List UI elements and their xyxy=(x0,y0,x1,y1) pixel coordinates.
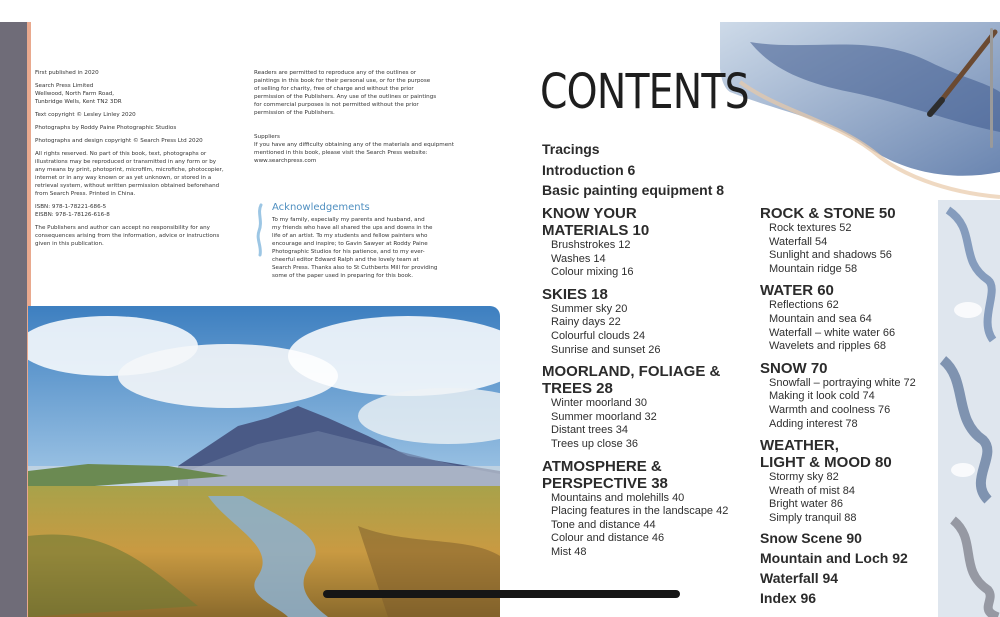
toc-entry[interactable]: Rock textures 52 xyxy=(769,222,852,234)
toc-entry[interactable]: Distant trees 34 xyxy=(551,424,629,437)
toc-entry[interactable]: Waterfall 54 xyxy=(769,235,828,248)
toc-section-heading[interactable]: ATMOSPHERE & PERSPECTIVE 38 xyxy=(542,457,668,492)
toc-entry-introduction[interactable]: Introduction 6 xyxy=(542,162,636,178)
toc-entry[interactable]: Mountain ridge 58 xyxy=(769,262,858,275)
toc-section xyxy=(760,282,938,353)
toc-section xyxy=(760,437,938,525)
toc-section-heading[interactable]: SNOW 70 xyxy=(760,359,828,377)
acknowledgements-text: To my family, especially my parents and husband, and my friends who have all shared the ups and downs in the life of an artist. To my students and fellow painters who encourage and inspire; to Gavin Sawyer at Roddy Paine Photographic Studios for his patience, and to my ever- cheerful editor Edward Ralph and the lovely team at Search Press. Thanks also to St Cuthberts Mill for providing some of the paper used in preparing for this book. xyxy=(272,217,438,279)
brushstroke-icon xyxy=(255,203,265,283)
watercolour-rock-illustration xyxy=(720,22,1000,207)
toc-left-column xyxy=(542,205,742,560)
colophon-paragraph: Text copyright © Lesley Linley 2020 xyxy=(35,112,136,118)
scrollbar-thumb[interactable] xyxy=(990,28,993,148)
toc-entry[interactable]: Colour mixing 16 xyxy=(551,266,634,279)
toc-entry[interactable]: Summer sky 20 xyxy=(551,302,628,315)
toc-section-heading[interactable]: MOORLAND, FOLIAGE & TREES 28 xyxy=(542,363,721,398)
colophon-text xyxy=(35,69,250,253)
toc-entry[interactable]: Reflections 62 xyxy=(769,299,839,312)
toc-entry[interactable]: Waterfall – white water 66 xyxy=(769,326,896,339)
landscape-painting xyxy=(28,306,500,617)
toc-section xyxy=(542,363,742,451)
toc-entry[interactable]: Simply tranquil 88 xyxy=(769,511,857,524)
toc-section xyxy=(542,458,742,560)
toc-entry[interactable]: Winter moorland 30 xyxy=(551,397,647,410)
toc-entry[interactable]: Wreath of mist 84 xyxy=(769,484,855,497)
toc-entry[interactable]: Rainy days 22 xyxy=(551,316,621,329)
toc-section xyxy=(542,205,742,280)
book-spine-edge xyxy=(0,22,28,617)
suppliers-paragraph: Suppliers If you have any difficulty obtaining any of the materials and equipment mentioned in this book, please visit the Search Press website: www.searchpress.com xyxy=(254,134,454,164)
toc-entry[interactable]: Adding interest 78 xyxy=(769,417,858,430)
toc-entry-equipment[interactable]: Basic painting equipment 8 xyxy=(542,182,725,198)
toc-section xyxy=(760,205,938,276)
colophon-paragraph: All rights reserved. No part of this book, text, photographs or illustrations may be reproduced or transmitted in any form or by any means by print, photoprint, microfilm, microfiche, photocopier, internet or in any way known or as yet unknown, or stored in a retrieval system, without written permission obtained beforehand from Search Press. Printed in China. xyxy=(35,151,224,197)
toc-entry[interactable]: Placing features in the landscape 42 xyxy=(551,505,729,518)
toc-right-column xyxy=(760,205,938,526)
toc-entry[interactable]: Warmth and coolness 76 xyxy=(769,403,891,416)
toc-entry[interactable]: Brushstrokes 12 xyxy=(551,239,631,251)
toc-entry[interactable]: Summer moorland 32 xyxy=(551,410,657,423)
toc-entry[interactable]: Stormy sky 82 xyxy=(769,471,839,484)
toc-entry[interactable]: Mist 48 xyxy=(551,545,587,558)
toc-entry[interactable]: Washes 14 xyxy=(551,252,606,265)
acknowledgements-heading: Acknowledgements xyxy=(272,202,370,213)
toc-entry-tracings[interactable]: Tracings xyxy=(542,141,600,157)
toc-entry[interactable]: Tone and distance 44 xyxy=(551,518,656,531)
toc-entry[interactable]: Wavelets and ripples 68 xyxy=(769,340,886,353)
toc-section-heading[interactable]: WEATHER, LIGHT & MOOD 80 xyxy=(760,437,892,472)
home-indicator-bar[interactable] xyxy=(323,590,680,598)
colophon-paragraph: ISBN: 978-1-78221-686-5 EISBN: 978-1-78126-616-8 xyxy=(35,204,110,218)
watercolour-water-illustration xyxy=(938,200,1000,617)
colophon-paragraph: The Publishers and author can accept no responsibility for any consequences arising from the information, advice or instructions given in this publication. xyxy=(35,225,220,247)
colophon-paragraph: Search Press Limited Wellwood, North Farm Road, Tunbridge Wells, Kent TN2 3DR xyxy=(35,83,122,105)
toc-section xyxy=(542,286,742,357)
toc-section xyxy=(760,360,938,431)
toc-section-heading[interactable]: SKIES 18 xyxy=(542,285,608,303)
contents-title: CONTENTS xyxy=(540,64,749,120)
toc-section-heading[interactable]: ROCK & STONE 50 xyxy=(760,205,896,222)
status-strip xyxy=(0,0,1000,22)
colophon-paragraph: Photographs by Roddy Paine Photographic Studios xyxy=(35,125,177,131)
toc-entry[interactable]: Mountain and sea 64 xyxy=(769,312,872,325)
toc-entry[interactable]: Making it look cold 74 xyxy=(769,390,875,403)
toc-entry-snow-scene[interactable]: Snow Scene 90 xyxy=(760,530,862,546)
permissions-paragraph: Readers are permitted to reproduce any of the outlines or paintings in this book for their personal use, or for the purpose of selling for charity, free of charge and without the prior permission of the Publishers. Any use of the outlines or paintings for commercial purposes is not permitted without the prior permission of the Publishers. xyxy=(254,70,437,116)
toc-entry[interactable]: Trees up close 36 xyxy=(551,437,639,450)
toc-entry[interactable]: Mountains and molehills 40 xyxy=(551,491,685,504)
toc-entry-waterfall[interactable]: Waterfall 94 xyxy=(760,570,839,586)
toc-entry-mountain-and-loch[interactable]: Mountain and Loch 92 xyxy=(760,550,908,566)
toc-entry[interactable]: Sunrise and sunset 26 xyxy=(551,343,661,356)
toc-section-heading[interactable]: WATER 60 xyxy=(760,282,834,300)
toc-entry[interactable]: Bright water 86 xyxy=(769,498,843,511)
toc-entry[interactable]: Colour and distance 46 xyxy=(551,532,665,545)
colophon-paragraph: Photographs and design copyright © Search Press Ltd 2020 xyxy=(35,138,203,144)
toc-entry-index[interactable]: Index 96 xyxy=(760,590,817,606)
toc-entry[interactable]: Sunlight and shadows 56 xyxy=(769,249,892,262)
toc-section-heading[interactable]: KNOW YOUR MATERIALS 10 xyxy=(542,205,650,239)
toc-entry[interactable]: Snowfall – portraying white 72 xyxy=(769,376,916,389)
colophon-paragraph: First published in 2020 xyxy=(35,70,99,76)
permissions-text xyxy=(254,69,469,170)
toc-entry[interactable]: Colourful clouds 24 xyxy=(551,329,646,342)
